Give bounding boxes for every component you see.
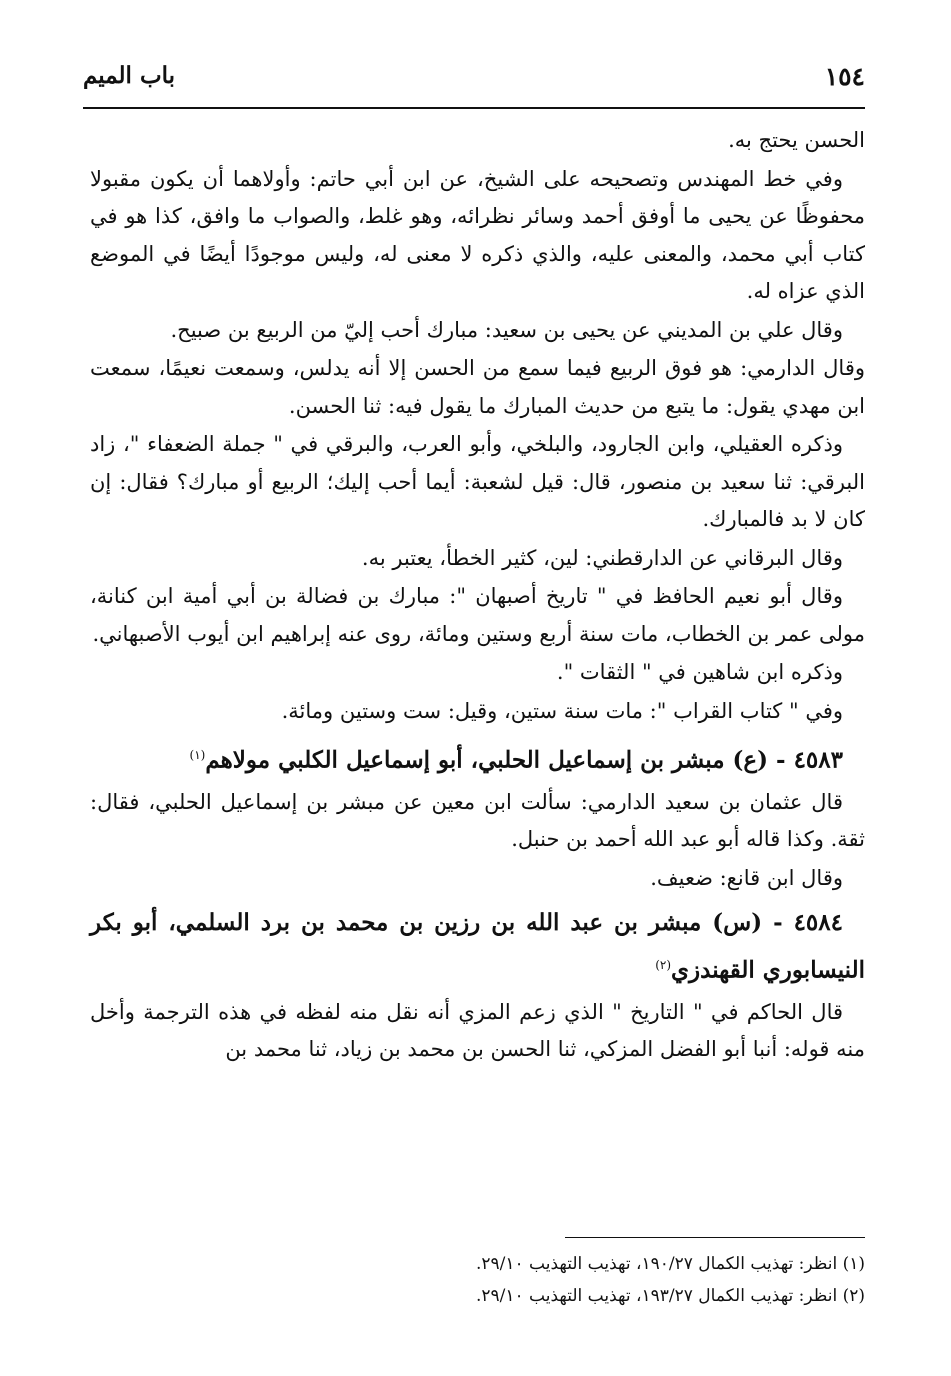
paragraph: وقال الدارمي: هو فوق الربيع فيما سمع من الحسن إلا أنه يدلس، وسمعت نعيمًا، سمعت ابن مهدي يقول: ما يتبع من حديث المبارك ما يقول فيه: ثنا الحسن. xyxy=(90,356,865,418)
footnote-ref[interactable]: (١) xyxy=(189,748,206,762)
paragraph: وقال أبو نعيم الحافظ في " تاريخ أصبهان ": مبارك بن فضالة بن أبي أمية ابن كنانة، مولى عمر بن الخطاب، مات سنة أربع وستين ومائة، روى عنه إبراهيم ابن أيوب الأصبهاني. xyxy=(90,584,865,646)
footnote: (١) انظر: تهذيب الكمال ١٩٠/٢٧، تهذيب التهذيب ٢٩/١٠. xyxy=(475,1254,865,1274)
page-number: ١٥٤ xyxy=(824,62,865,91)
footnotes xyxy=(90,1248,865,1312)
paragraph: وقال ابن قانع: ضعيف. xyxy=(650,865,843,890)
paragraph: قال عثمان بن سعيد الدارمي: سألت ابن معين عن مبشر بن إسماعيل الحلبي، فقال: ثقة. وكذا قاله أبو عبد الله أحمد بن حنبل. xyxy=(90,789,865,852)
footnote-ref[interactable]: (٢) xyxy=(655,958,672,973)
paragraph: وفي " كتاب القراب ": مات سنة ستين، وقيل: ست وستين ومائة. xyxy=(281,698,843,723)
paragraph: وقال البرقاني عن الدارقطني: لين، كثير الخطأ، يعتبر به. xyxy=(361,545,843,570)
paragraph: وفي خط المهندس وتصحيحه على الشيخ، عن ابن أبي حاتم: وأولاهما أن يكون مقبولا محفوظًا عن يحيى ما أوفق أحمد وسائر نظرائه، وهو غلط، والصواب ما وافق، كذا هو في كتاب أبي محمد، والمعنى عليه، والذي ذكره لا معنى له، وليس موجودًا أيضًا في الموضع الذي عزاه له. xyxy=(90,166,865,303)
paragraph: وذكره ابن شاهين في " الثقات ". xyxy=(556,660,843,684)
paragraph: قال الحاكم في " التاريخ " الذي زعم المزي أنه نقل منه لفظه في هذه الترجمة وأخل منه قوله: أنبا أبو الفضل المزكي، ثنا الحسن بن محمد بن زياد، ثنا محمد بن xyxy=(90,999,865,1062)
paragraph: وقال علي بن المديني عن يحيى بن سعيد: مبارك أحب إليّ من الربيع بن صبيح. xyxy=(170,317,843,342)
entry-heading xyxy=(90,901,865,992)
entry-heading-text: ٤٥٨٤ - (س) مبشر بن عبد الله بن رزين بن محمد بن برد السلمي، أبو بكر النيسابوري القهندزي xyxy=(90,909,865,984)
entry-heading xyxy=(90,734,865,782)
footnote: (٢) انظر: تهذيب الكمال ١٩٣/٢٧، تهذيب التهذيب ٢٩/١٠. xyxy=(475,1286,865,1306)
entry-heading-text: ٤٥٨٣ - (ع) مبشر بن إسماعيل الحلبي، أبو إسماعيل الكلبي مولاهم xyxy=(205,746,843,774)
running-header xyxy=(83,62,865,102)
chapter-title: باب الميم xyxy=(83,62,176,89)
paragraph: وذكره العقيلي، وابن الجارود، والبلخي، وأبو العرب، والبرقي في " جملة الضعفاء "، زاد البرقي: ثنا سعيد بن منصور، قال: قيل لشعبة: أيما أحب إليك؛ الربيع أو مبارك؟ فقال: إن كان لا بد فالمبارك. xyxy=(90,432,865,531)
main-text xyxy=(90,122,865,1070)
header-divider xyxy=(83,107,865,109)
paragraph: الحسن يحتج به. xyxy=(728,128,865,152)
footnote-divider xyxy=(565,1237,865,1238)
